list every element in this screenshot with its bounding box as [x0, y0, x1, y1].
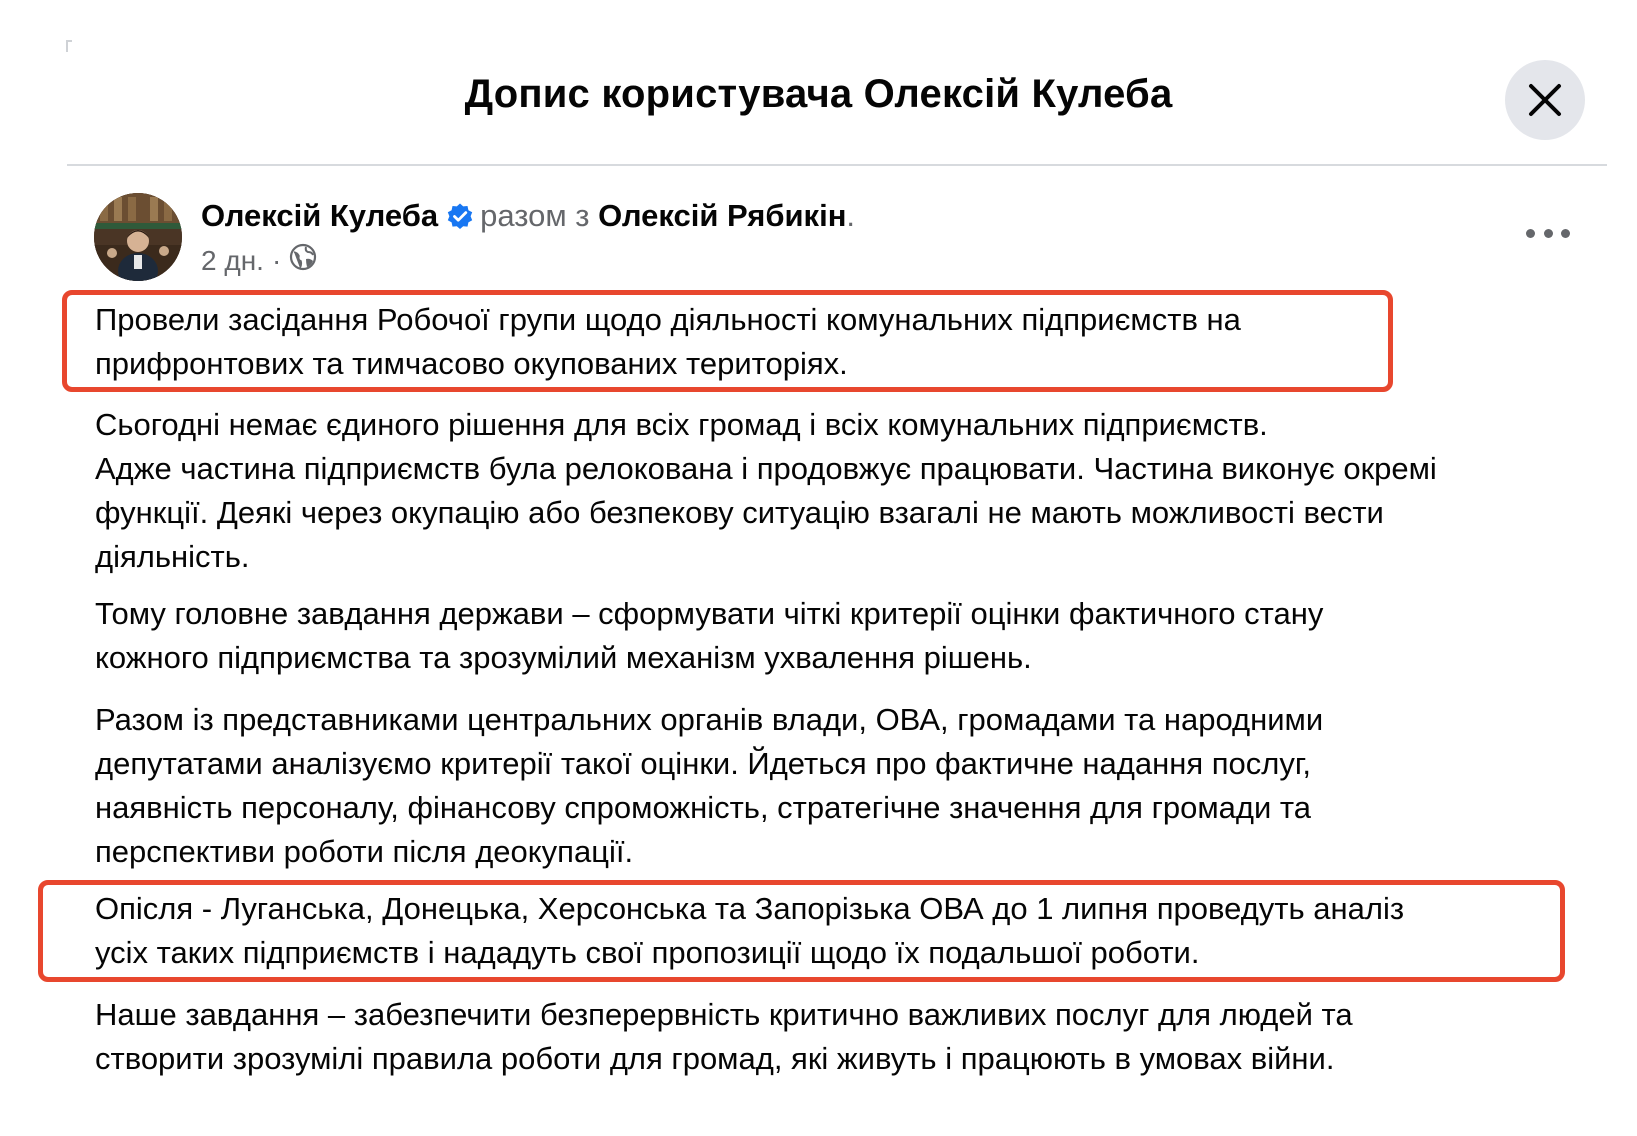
post-paragraph-1: Провели засідання Робочої групи щодо діяльності комунальних підприємств на прифронтових та тимчасово окупованих територіях.: [95, 302, 1241, 381]
with-text: разом з: [480, 198, 590, 233]
meta-separator: ·: [271, 245, 282, 276]
more-options-button[interactable]: [1526, 218, 1570, 248]
post-header: [201, 196, 855, 240]
author-name[interactable]: Олексій Кулеба: [201, 198, 439, 233]
post-paragraph-6: Наше завдання – забезпечити безперервність критично важливих послуг для людей та створити зрозумілі правила роботи для громад, які живуть і працюють в умовах війни.: [95, 997, 1353, 1076]
verified-badge-icon: [446, 200, 474, 240]
close-button[interactable]: [1505, 60, 1585, 140]
more-dot-icon: [1526, 229, 1535, 238]
post-paragraph-3: Тому головне завдання держави – сформувати чіткі критерії оцінки фактичного стану кожного підприємства та зрозумілий механізм ухвалення рішень.: [95, 596, 1324, 675]
more-dot-icon: [1561, 229, 1570, 238]
globe-icon: [289, 243, 317, 279]
more-dot-icon: [1544, 229, 1553, 238]
post-paragraph-5: Опісля - Луганська, Донецька, Херсонська та Запорізька ОВА до 1 липня проведуть аналіз усіх таких підприємств і нададуть свої пропозиції щодо їх подальшої роботи.: [95, 891, 1405, 970]
coauthor-name[interactable]: Олексій Рябикін: [598, 198, 847, 233]
highlight-box-1: [62, 290, 1393, 392]
post-paragraph-4: Разом із представниками центральних органів влади, ОВА, громадами та народними депутатами аналізуємо критерії такої оцінки. Йдеться про фактичне надання послуг, наявність персоналу, фінансову спроможність, стратегічне значення для громади та перспективи роботи після деокупації.: [95, 702, 1324, 869]
post-paragraph-2: Сьогодні немає єдиного рішення для всіх громад і всіх комунальних підприємств. Адже частина підприємств була релокована і продовжує працювати. Частина виконує окремі функції. Деякі через окупацію або безпекову ситуацію взагалі не мають можливості вести діяльність.: [95, 407, 1437, 574]
dialog-title: Допис користувача Олексій Кулеба: [464, 72, 1173, 116]
post-meta: [201, 243, 317, 279]
header-period: .: [846, 198, 856, 233]
post-time[interactable]: 2 дн.: [201, 245, 264, 276]
header-divider: [67, 164, 1607, 166]
avatar[interactable]: [94, 193, 182, 281]
close-icon: [1528, 83, 1562, 117]
highlight-box-2: [38, 880, 1565, 982]
corner-mark: [66, 40, 72, 52]
avatar-photo: [94, 193, 182, 281]
